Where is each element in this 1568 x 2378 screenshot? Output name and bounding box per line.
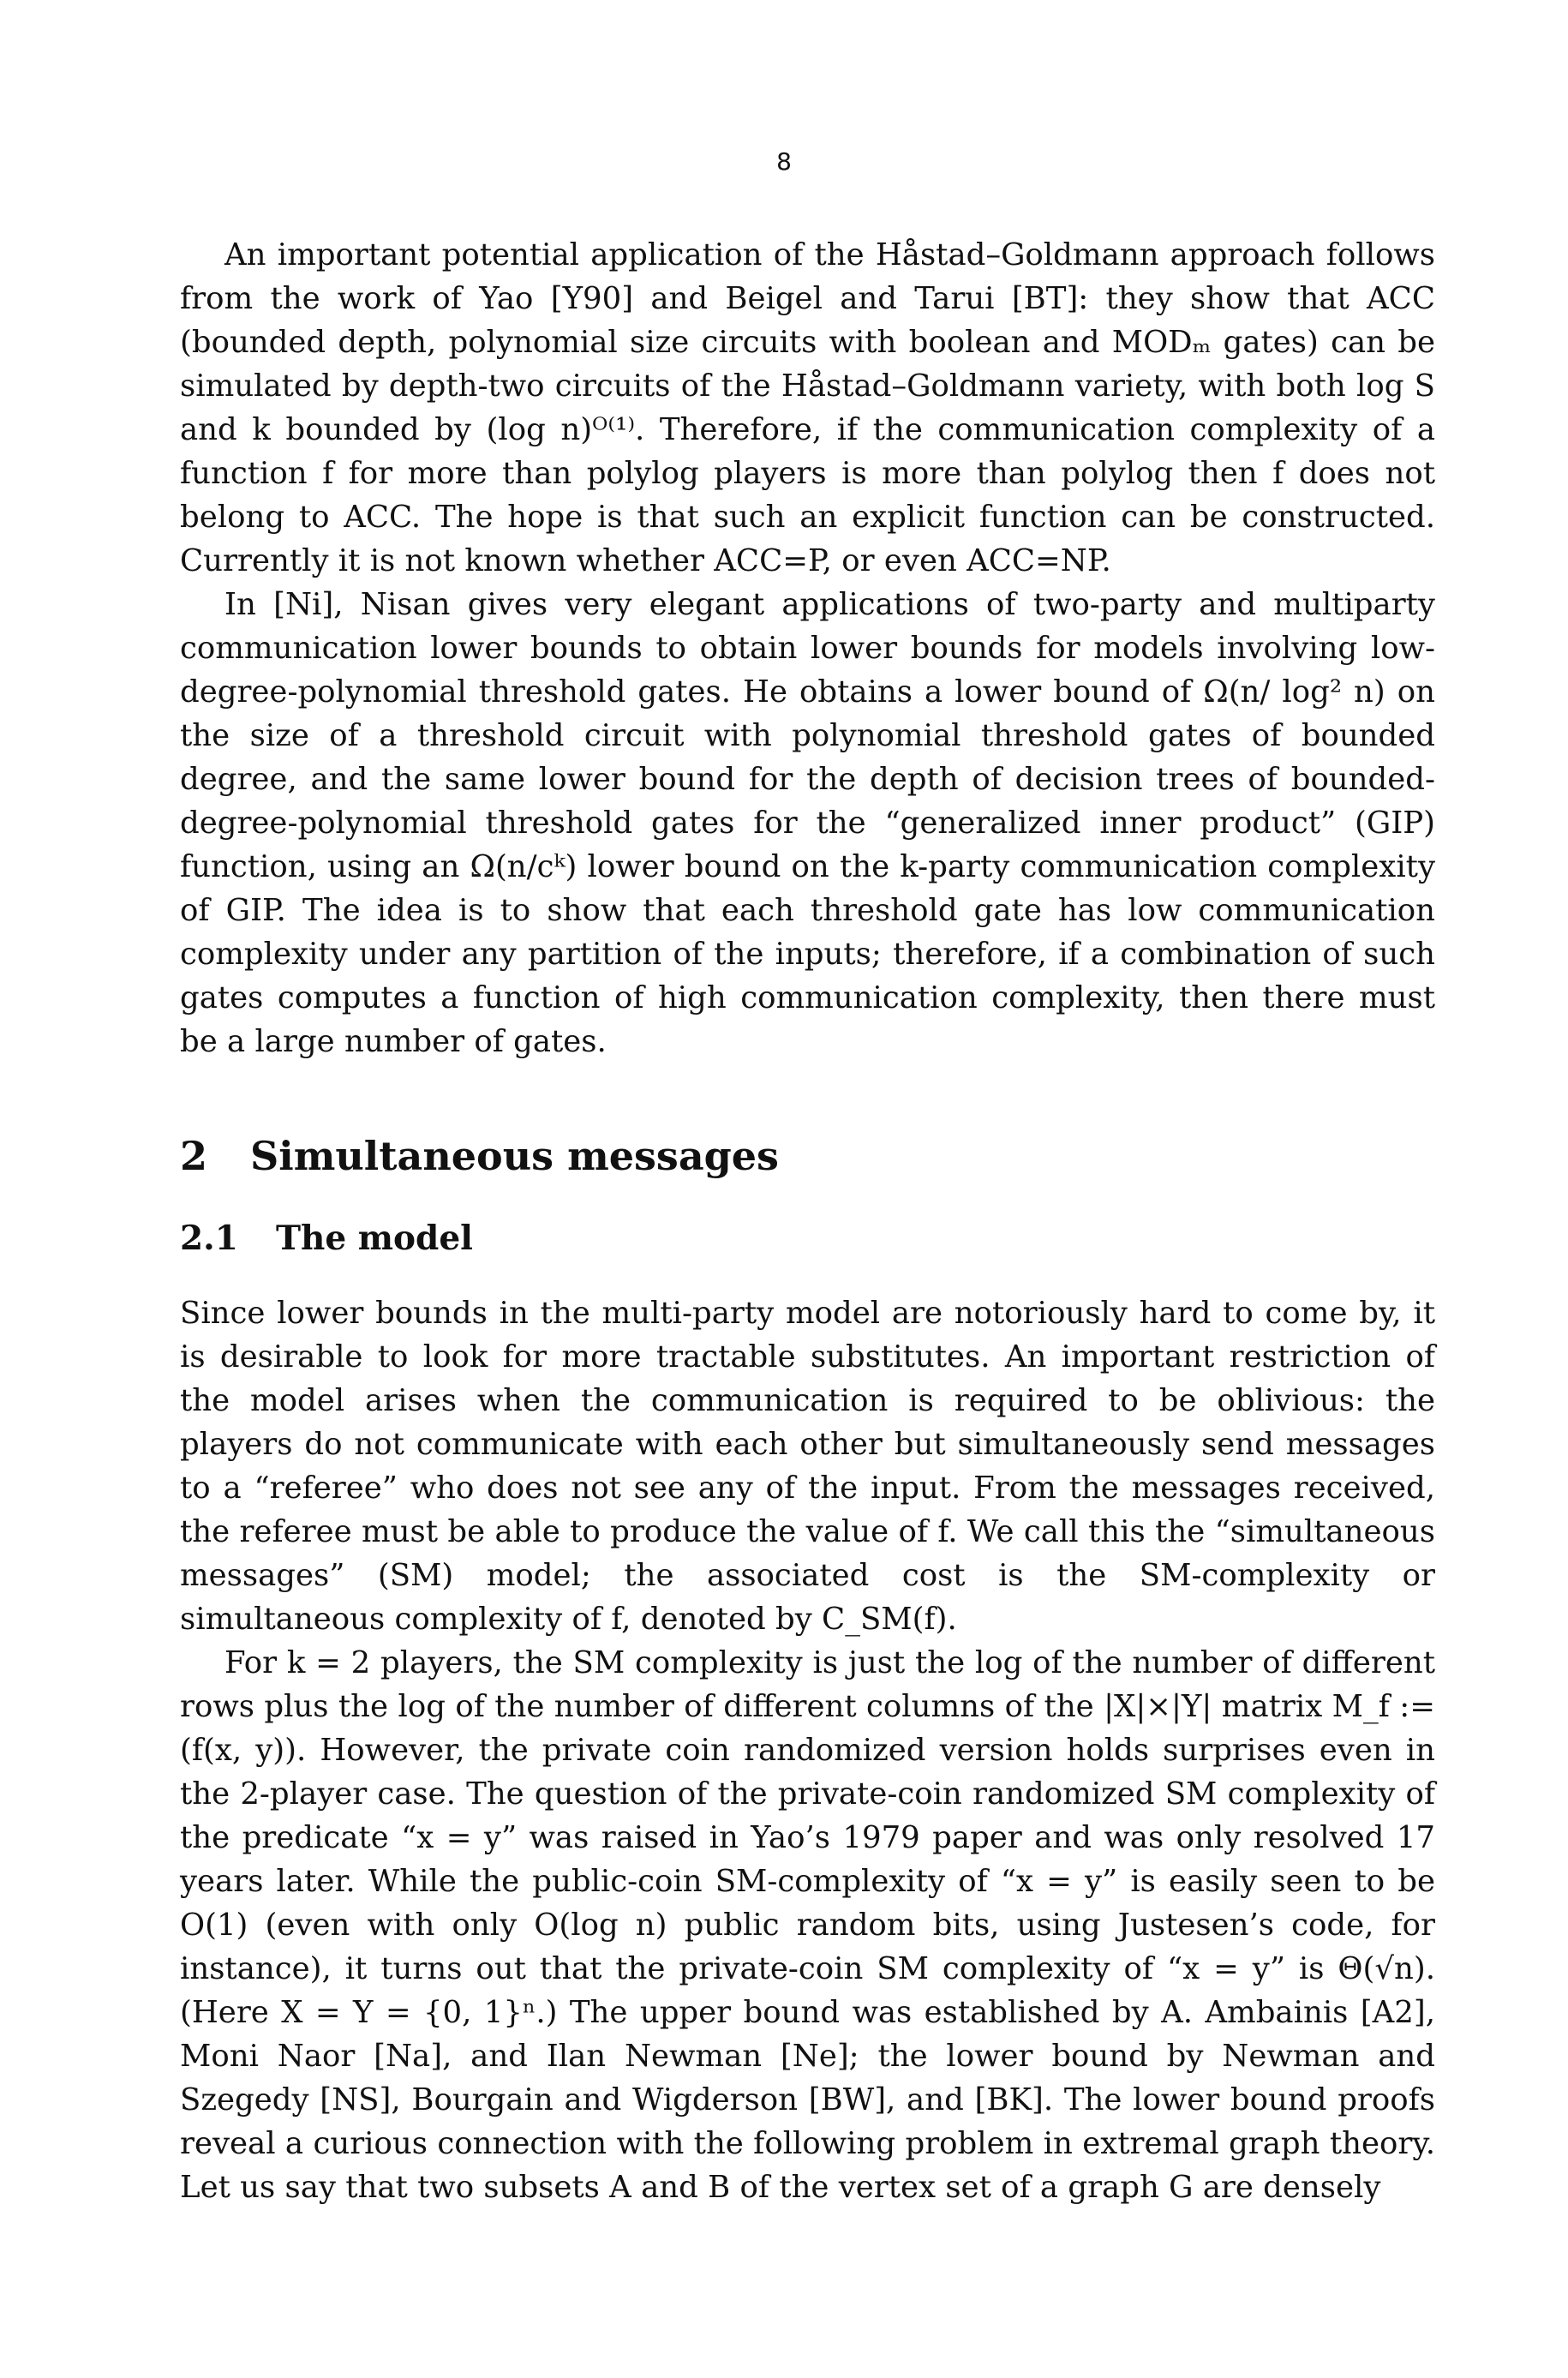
- section-heading: [180, 1130, 1435, 1182]
- paragraph-nisan-threshold: In [Ni], Nisan gives very elegant applications of two-party and multiparty communication lower bounds to obtain lower bounds for models involving low-degree-polynomial threshold gates. He obtains a lower bound of Ω(n/ log² n) on the size of a threshold circuit with polynomial threshold gates of bounded degree, and the same lower bound for the depth of decision trees of bounded-degree-polynomial threshold gates for the “generalized inner product” (GIP) function, using an Ω(n/cᵏ) lower bound on the k-party communication complexity of GIP. The idea is to show that each threshold gate has low communication complexity under any partition of the inputs; therefore, if a combination of such gates computes a function of high communication complexity, then there must be a large number of gates.: [180, 587, 1435, 1059]
- section-number: 2: [180, 1133, 208, 1179]
- subsection-title: The model: [276, 1219, 473, 1258]
- paragraph-two-player: For k = 2 players, the SM complexity is just the log of the number of different rows plus the log of the number of different columns of the |X|×|Y| matrix M_f := (f(x, y)). However, the private coin randomized version holds surprises even in the 2-player case. The question of the private-coin randomized SM complexity of the predicate “x = y” was raised in Yao’s 1979 paper and was only resolved 17 years later. While the public-coin SM-complexity of “x = y” is easily seen to be O(1) (even with only O(log n) public random bits, using Justesen’s code, for instance), it turns out that the private-coin SM complexity of “x = y” is Θ(√n). (Here X = Y = {0, 1}ⁿ.) The upper bound was established by A. Ambainis [A2], Moni Naor [Na], and Ilan Newman [Ne]; the lower bound by Newman and Szegedy [NS], Bourgain and Wigderson [BW], and [BK]. The lower bound proofs reveal a curious connection with the following problem in extremal graph theory. Let us say that two subsets A and B of the vertex set of a graph G are densely: [180, 1645, 1435, 2205]
- subsection-number: 2.1: [180, 1219, 238, 1258]
- paragraph-acc-application: An important potential application of the Håstad–Goldmann approach follows from the work of Yao [Y90] and Beigel and Tarui [BT]: they show that ACC (bounded depth, polynomial size circuits with boolean and MODₘ gates) can be simulated by depth-two circuits of the Håstad–Goldmann variety, with both log S and k bounded by (log n)ᴼ⁽¹⁾. Therefore, if the communication complexity of a function f for more than polylog players is more than polylog then f does not belong to ACC. The hope is that such an explicit function can be constructed. Currently it is not known whether ACC=P, or even ACC=NP.: [180, 237, 1435, 578]
- paragraph-sm-model: Since lower bounds in the multi-party model are notoriously hard to come by, it is desirable to look for more tractable substitutes. An important restriction of the model arises when the communication is required to be oblivious: the players do not communicate with each other but simultaneously send messages to a “referee” who does not see any of the input. From the messages received, the referee must be able to produce the value of f. We call this the “simultaneous messages” (SM) model; the associated cost is the SM-complexity or simultaneous complexity of f, denoted by C_SM(f).: [180, 1296, 1435, 1637]
- text-column: [180, 233, 1435, 2209]
- section-title: Simultaneous messages: [250, 1133, 779, 1179]
- page-number: 8: [776, 147, 792, 176]
- subsection-heading: [180, 1214, 1435, 1262]
